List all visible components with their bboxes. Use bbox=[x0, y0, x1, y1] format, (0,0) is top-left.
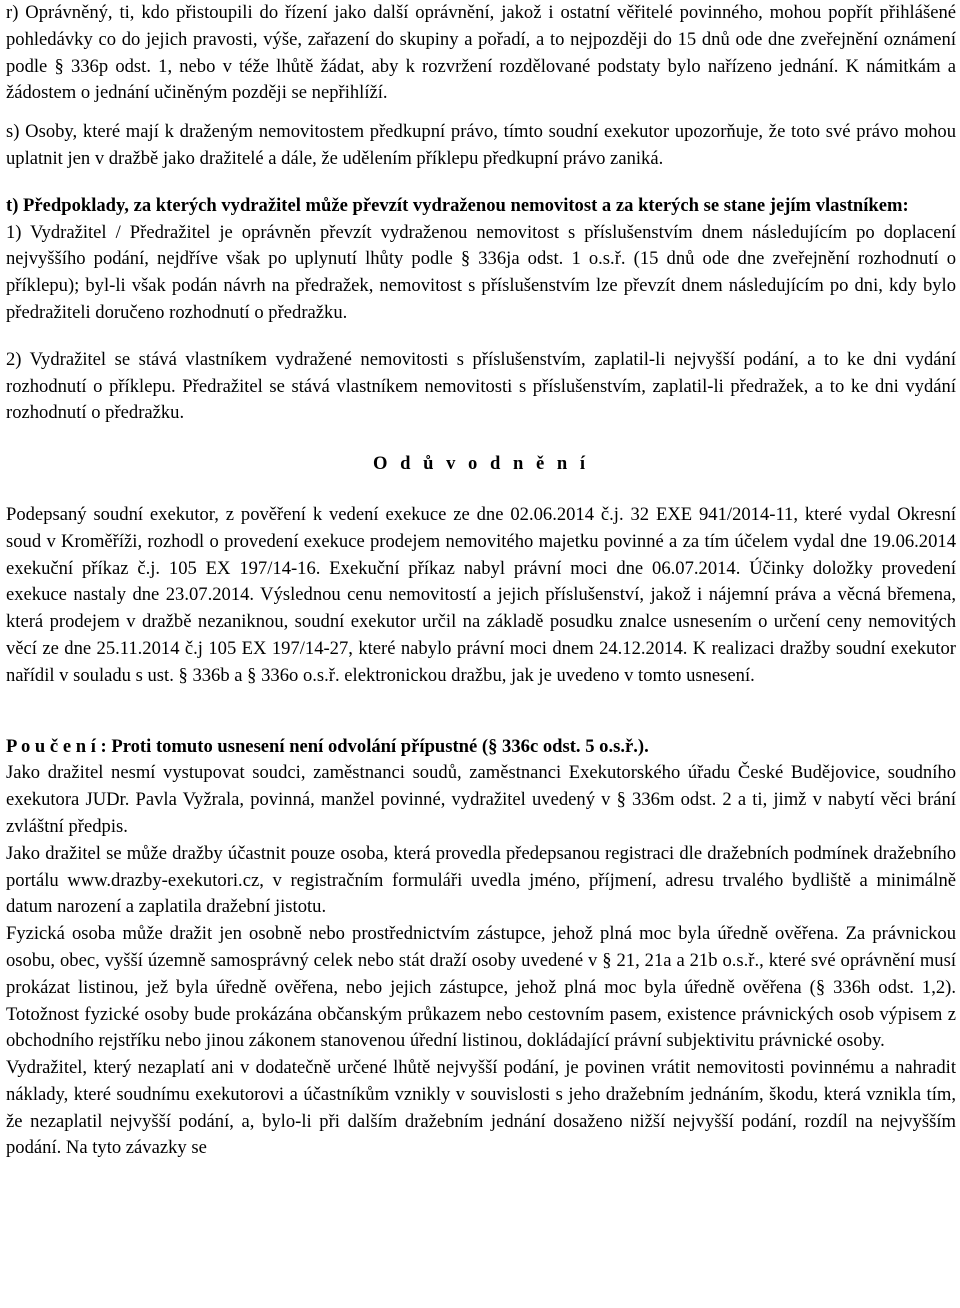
document-page bbox=[6, 0, 956, 1162]
section-t-paragraph-2: 2) Vydražitel se stává vlastníkem vydražené nemovitosti s příslušenstvím, zaplatil-li nejvyšší podání, a to ke dni vydání rozhodnutí o příklepu. Předražitel se stává vlastníkem nemovitosti s příslušenstvím, zaplatil-li předražek, a to ke dni vydání rozhodnutí o předražku. bbox=[6, 348, 956, 424]
pouceni-paragraph-2: Jako dražitel se může dražby účastnit pouze osoba, která provedla předepsanou registraci dle dražebních podmínek dražebního portálu www.drazby-exekutori.cz, v registračním formuláři uvedla jméno, příjmení, adresu trvalého bydliště a minimálně datum narození a zaplatila dražební jistotu. bbox=[6, 842, 956, 918]
section-t-paragraph-1: 1) Vydražitel / Předražitel je oprávněn převzít vydraženou nemovitost s příslušenstvím dnem následujícím po doplacení nejvyššího podání, nejdříve však po uplynutí lhůty podle § 336ja odst. 1 o.s.ř. (15 dnů ode dne zveřejnění rozhodnutí o příklepu); byl-li však podán návrh na předražek, nemovitost s příslušenstvím lze převzít dnem následujícím po dni, kdy bylo předražiteli doručeno rozhodnutí o předražku. bbox=[6, 221, 956, 323]
pouceni-heading: P o u č e n í : Proti tomuto usnesení není odvolání přípustné (§ 336c odst. 5 o.s.ř.). bbox=[6, 735, 649, 757]
pouceni-paragraph-3: Fyzická osoba může dražit jen osobně nebo prostřednictvím zástupce, jehož plná moc byla úředně ověřena. Za právnickou osobu, obec, vyšší územně samosprávný celek nebo stát draží osoby uvedené v § 21, 21a a 21b o.s.ř., které své oprávnění musí prokázat listinou, jež byla úředně ověřena, nebo jejich zástupce, jehož plná moc byla úředně ověřena (§ 336h odst. 1,2). Totožnost fyzické osoby bude prokázána občanským průkazem nebo cestovním pasem, existence právnických osob výpisem z obchodního rejstříku nebo jinou zákonem stanovenou úřední listinou, dokládající právní subjektivitu právnické osoby. bbox=[6, 923, 956, 1052]
oduvodneni-heading: O d ů v o d n ě n í bbox=[372, 453, 590, 475]
pouceni-paragraph-1: Jako dražitel nesmí vystupovat soudci, zaměstnanci soudů, zaměstnanci Exekutorského úřadu České Budějovice, soudního exekutora JUDr. Pavla Vyžrala, povinná, manžel povinné, vydražitel uvedený v § 336m odst. 2 a ti, jimž v nabytí věci brání zvláštní předpis. bbox=[6, 762, 956, 837]
section-s-paragraph: s) Osoby, které mají k draženým nemovitostem předkupní právo, tímto soudní exekutor upozorňuje, že toto své právo mohou uplatnit jen v dražbě jako dražitelé a dále, že udělením příklepu předkupní právo zaniká. bbox=[6, 121, 956, 169]
pouceni-paragraph-4: Vydražitel, který nezaplatí ani v dodatečně určené lhůtě nejvyšší podání, je povinen vrátit nemovitosti povinnému a nahradit náklady, které soudnímu exekutorovi a účastníkům vznikly v souvislosti s jeho dražebním jednáním, škodu, která vznikla tím, že nezaplatil nejvyšší podání, a, bylo-li při dalším dražebním jednání dosaženo nižší nejvyšší podání, rozdíl na nejvyšším podání. Na tyto závazky se bbox=[6, 1057, 956, 1159]
section-r-paragraph: r) Oprávněný, ti, kdo přistoupili do řízení jako další oprávnění, jakož i ostatní věřitelé povinného, mohou popřít přihlášené pohledávky co do jejich pravosti, výše, zařazení do skupiny a pořadí, a to nejpozději do 15 dnů ode dne zveřejnění oznámení podle § 336p odst. 1, nebo v téže lhůtě žádat, aby k rozvržení rozdělované podstaty bylo nařízeno jednání. K námitkám a žádostem o jednání učiněným později se nepřihlíží. bbox=[6, 2, 956, 104]
section-t-heading: t) Předpoklady, za kterých vydražitel může převzít vydraženou nemovitost a za kterých se stane jejím vlastníkem: bbox=[6, 194, 909, 216]
oduvodneni-paragraph: Podepsaný soudní exekutor, z pověření k vedení exekuce ze dne 02.06.2014 č.j. 32 EXE 941/2014-11, které vydal Okresní soud v Kroměříži, rozhodl o provedení exekuce prodejem nemovitého majetku povinné a za tím účelem vydal dne 19.06.2014 exekuční příkaz č.j. 105 EX 197/14-16. Exekuční příkaz nabyl právní moci dne 06.07.2014. Účinky doložky provedení exekuce nastaly dne 23.07.2014. Výslednou cenu nemovitostí a jejich příslušenství, jakož i nájemní práva a věcná břemena, která prodejem v dražbě nezaniknou, soudní exekutor určil na základě posudku znalce usnesením o určení ceny nemovitých věcí ze dne 25.11.2014 č.j 105 EX 197/14-27, které nabylo právní moci dnem 24.12.2014. K realizaci dražby soudní exekutor nařídil v souladu s ust. § 336b a § 336o o.s.ř. elektronickou dražbu, jak je uvedeno v tomto usnesení. bbox=[6, 503, 956, 686]
